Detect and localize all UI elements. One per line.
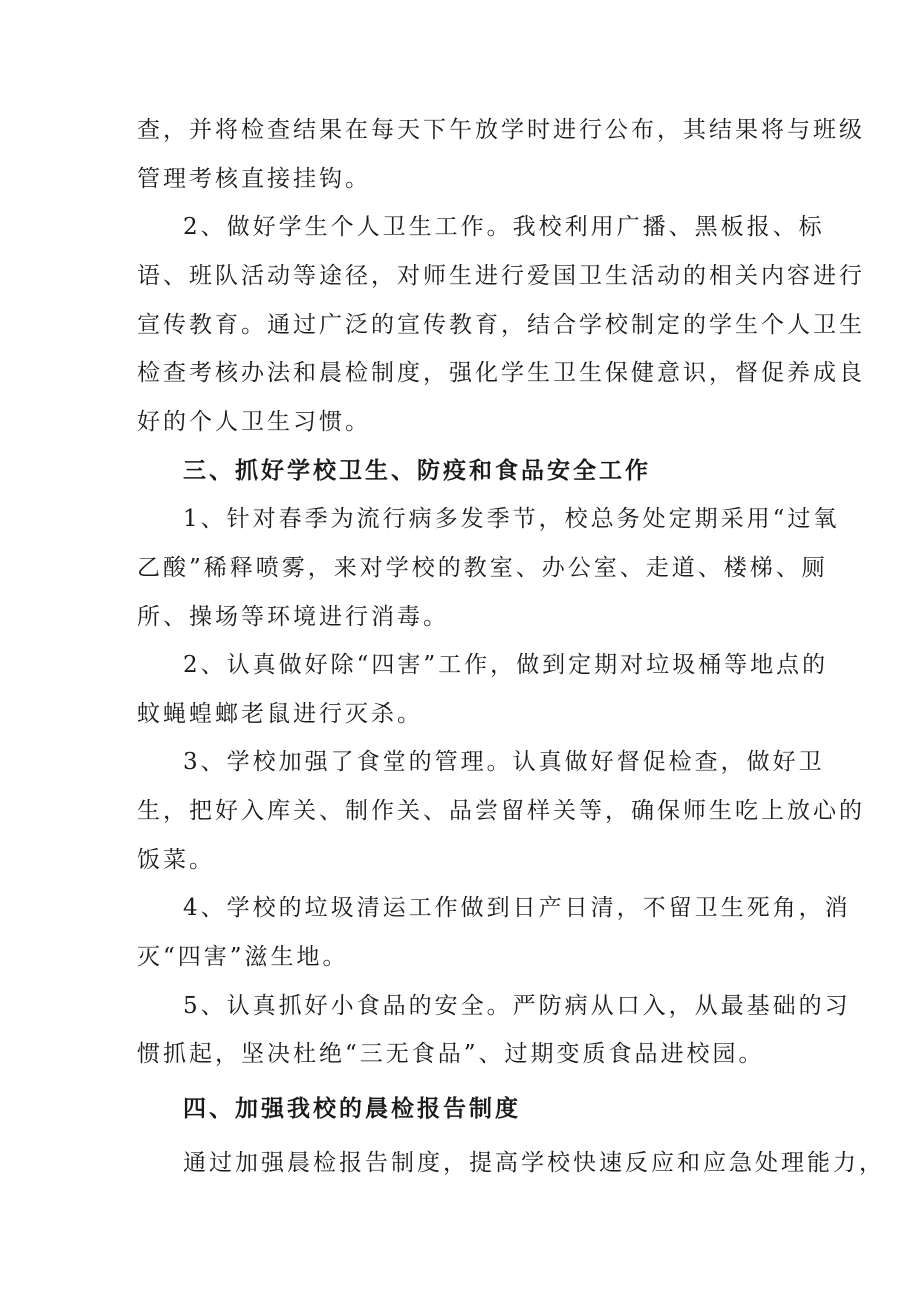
text-line: 4、学校的垃圾清运工作做到日产日清，不留卫生死角，消 [183,895,851,921]
text-line: 管理考核直接挂钩。 [137,166,371,192]
text-line: 灭“四害”滋生地。 [137,944,349,970]
section-heading: 三、抓好学校卫生、防疫和食品安全工作 [183,458,651,484]
text-line: 3、学校加强了食堂的管理。认真做好督促检查，做好卫 [183,749,825,775]
text-line: 乙酸”稀释喷雾，来对学校的教室、办公室、走道、楼梯、厕 [137,555,828,581]
text-line: 2、做好学生个人卫生工作。我校利用广播、黑板报、标 [183,214,825,240]
text-line: 查，并将检查结果在每天下午放学时进行公布，其结果将与班级 [137,117,865,143]
text-line: 1、针对春季为流行病多发季节，校总务处定期采用“过氧 [183,506,840,532]
text-line: 检查考核办法和晨检制度，强化学生卫生保健意识，督促养成良 [137,360,865,386]
text-line: 惯抓起，坚决杜绝“三无食品”、过期变质食品进校园。 [137,1041,765,1067]
text-line: 5、认真抓好小食品的安全。严防病从口入，从最基础的习 [183,993,851,1019]
text-line: 通过加强晨检报告制度，提高学校快速反应和应急处理能力， [183,1150,885,1176]
section-heading: 四、加强我校的晨检报告制度 [183,1096,521,1122]
text-line: 生，把好入库关、制作关、品尝留样关等，确保师生吃上放心的 [137,798,865,824]
text-line: 宣传教育。通过广泛的宣传教育，结合学校制定的学生个人卫生 [137,312,865,338]
text-line: 蚊蝇蝗螂老鼠进行灭杀。 [137,701,423,727]
text-line: 语、班队活动等途径，对师生进行爱国卫生活动的相关内容进行 [137,263,865,289]
text-line: 好的个人卫生习惯。 [137,409,371,435]
text-line: 2、认真做好除“四害”工作，做到定期对垃圾桶等地点的 [183,652,829,678]
text-line: 所、操场等环境进行消毒。 [137,604,449,630]
text-line: 饭菜。 [137,847,215,873]
